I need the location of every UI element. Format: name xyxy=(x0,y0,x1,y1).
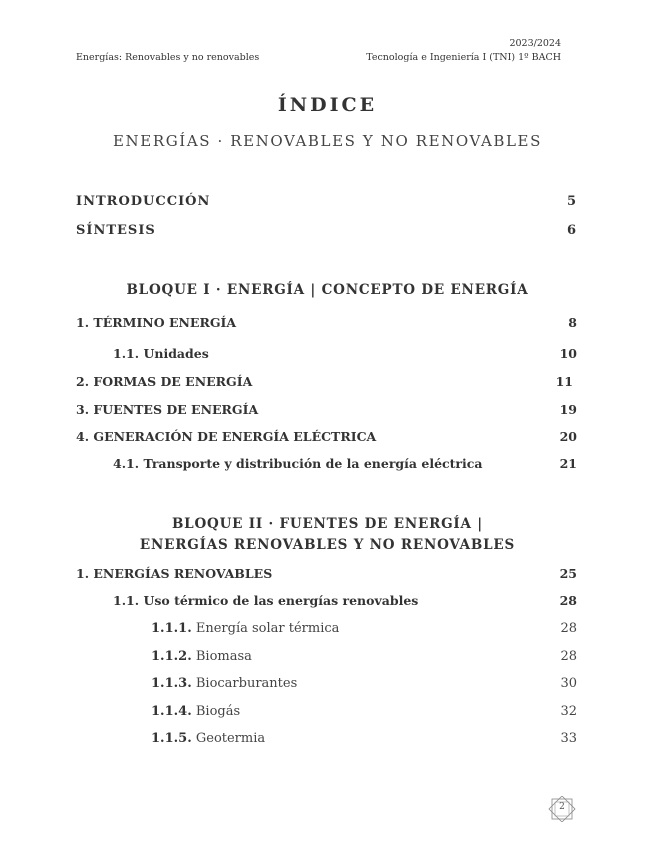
block2-title-line1: BLOQUE II · FUENTES DE ENERGÍA | xyxy=(171,516,484,532)
toc-entry[interactable] xyxy=(0,315,655,335)
toc-entry[interactable] xyxy=(0,676,655,696)
toc-entry-page: 32 xyxy=(560,704,577,719)
toc-entry-page: 5 xyxy=(566,194,577,209)
toc-entry-label: 4. GENERACIÓN DE ENERGÍA ELÉCTRICA xyxy=(76,429,377,444)
toc-entry[interactable] xyxy=(0,593,655,613)
header-year: 2023/2024 xyxy=(509,38,561,49)
toc-entry-label: Energía solar térmica xyxy=(195,621,340,636)
toc-entry-label: 1. ENERGÍAS RENOVABLES xyxy=(76,566,273,581)
toc-entry-label: 2. FORMAS DE ENERGÍA xyxy=(76,374,253,389)
toc-entry-sintesis[interactable] xyxy=(0,223,655,243)
toc-entry[interactable] xyxy=(0,374,655,394)
toc-entry-code: 1.1.1. xyxy=(151,621,192,636)
block2-title xyxy=(0,514,655,556)
toc-entry-code: 1.1.3. xyxy=(151,676,192,691)
toc-entry-page: 10 xyxy=(559,346,577,361)
toc-entry-page: 28 xyxy=(560,621,577,636)
toc-entry-code: 1.1.4. xyxy=(151,704,192,719)
toc-entry-page: 20 xyxy=(559,429,577,444)
block2-title-line2: ENERGÍAS RENOVABLES Y NO RENOVABLES xyxy=(139,537,516,553)
toc-entry-page: 19 xyxy=(559,402,577,417)
toc-entry-label: Geotermia xyxy=(195,731,266,746)
toc-entry-label: INTRODUCCIÓN xyxy=(76,194,211,209)
header-course: Tecnología e Ingeniería I (TNI) 1º BACH xyxy=(366,52,561,63)
toc-entry-label: Biomasa xyxy=(195,649,252,664)
toc-entry[interactable] xyxy=(0,649,655,669)
toc-entry-label: Biocarburantes xyxy=(195,676,298,691)
toc-entry-introduccion[interactable] xyxy=(0,194,655,214)
toc-entry-code: 1.1.2. xyxy=(151,649,192,664)
toc-entry-label: 4.1. Transporte y distribución de la energía eléctrica xyxy=(113,456,483,471)
toc-entry-label: 1.1. Uso térmico de las energías renovables xyxy=(113,593,419,608)
block1-title: BLOQUE I · ENERGÍA | CONCEPTO DE ENERGÍA xyxy=(126,282,529,298)
toc-entry-page: 11 xyxy=(555,374,573,389)
page-title: ÍNDICE xyxy=(277,94,378,116)
toc-entry[interactable] xyxy=(0,621,655,641)
toc-entry[interactable] xyxy=(0,429,655,449)
toc-entry-code: 1.1.5. xyxy=(151,731,192,746)
toc-entry[interactable] xyxy=(0,566,655,586)
toc-entry-label: 3. FUENTES DE ENERGÍA xyxy=(76,402,259,417)
toc-entry-page: 21 xyxy=(559,456,577,471)
toc-entry-page: 28 xyxy=(560,649,577,664)
header-left-title: Energías: Renovables y no renovables xyxy=(76,52,260,63)
toc-entry[interactable] xyxy=(0,456,655,476)
toc-entry[interactable] xyxy=(0,704,655,724)
page-number: 2 xyxy=(559,802,565,812)
toc-entry[interactable] xyxy=(0,346,655,366)
page-subtitle: ENERGÍAS · RENOVABLES Y NO RENOVABLES xyxy=(113,132,542,150)
toc-entry-page: 6 xyxy=(566,223,577,238)
toc-entry[interactable] xyxy=(0,731,655,751)
toc-entry-page: 33 xyxy=(560,731,577,746)
toc-entry-label: SÍNTESIS xyxy=(76,223,156,238)
toc-entry-page: 30 xyxy=(560,676,577,691)
toc-entry-label: 1.1. Unidades xyxy=(113,346,209,361)
toc-entry-label: 1. TÉRMINO ENERGÍA xyxy=(76,315,237,330)
toc-entry-label: Biogás xyxy=(195,704,241,719)
toc-entry[interactable] xyxy=(0,402,655,422)
toc-entry-page: 28 xyxy=(559,593,577,608)
toc-entry-page: 25 xyxy=(559,566,577,581)
toc-entry-page: 8 xyxy=(568,315,577,330)
